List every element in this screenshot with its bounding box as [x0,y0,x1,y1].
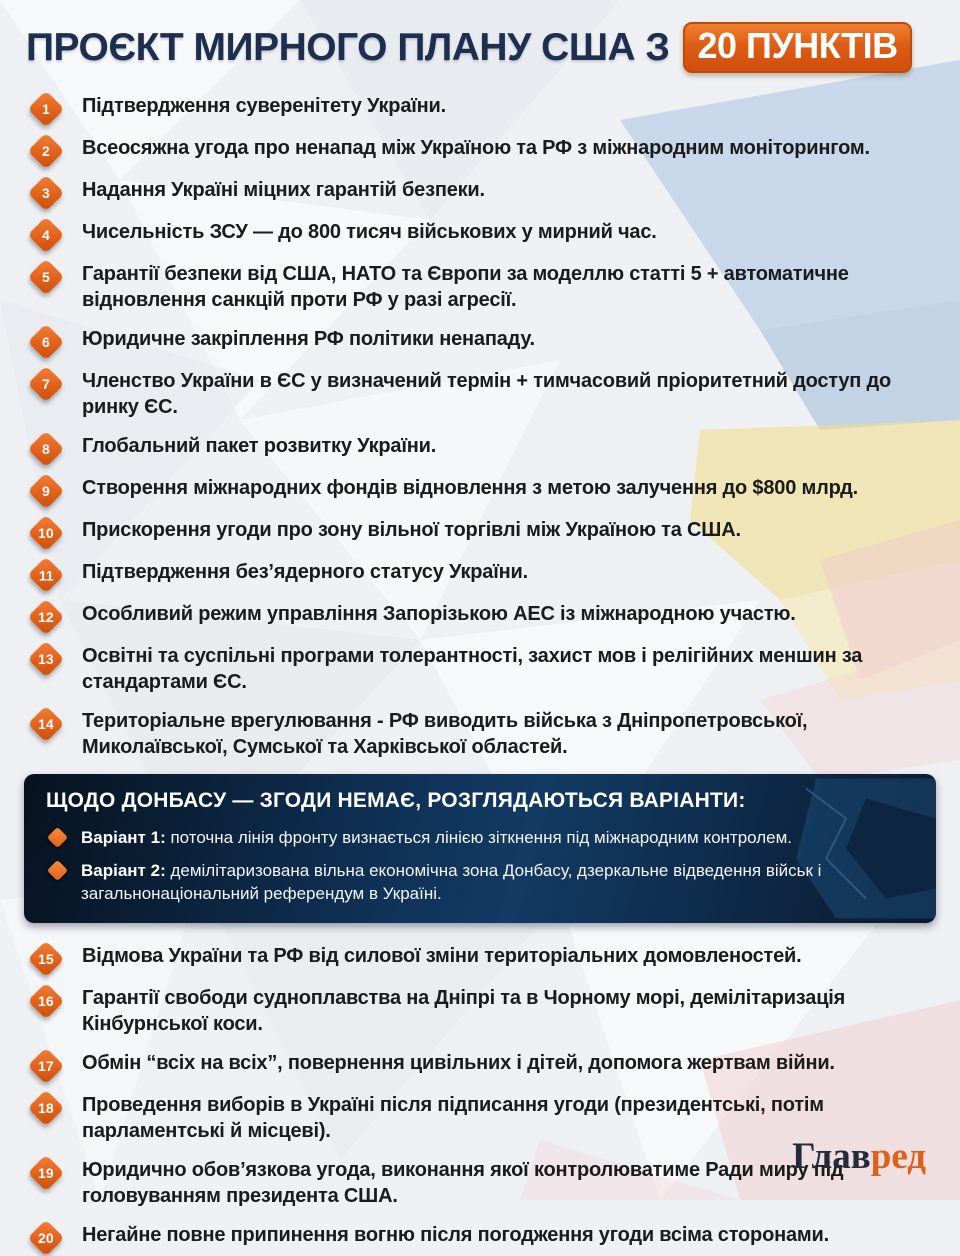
glavred-logo [792,1135,926,1178]
plan-point [28,433,936,462]
page-title: ПРОЄКТ МИРНОГО ПЛАНУ США З [26,25,670,69]
point-number-badge [28,133,65,170]
point-number: 13 [38,650,54,667]
variant-diamond-icon [47,827,68,848]
point-number: 16 [38,992,54,1009]
point-text: Юридично обов’язкова угода, виконання якої контролюватиме Ради миру під головуванням президента США. [82,1159,844,1207]
point-number: 6 [42,333,50,350]
point-text: Створення міжнародних фондів відновлення з метою залучення до $800 млрд. [82,477,858,499]
donbas-options-box [24,774,936,923]
plan-point [28,517,936,546]
points-count-badge: 20 ПУНКТІВ [683,22,911,73]
point-number-badge [28,1220,65,1256]
point-number: 9 [42,482,50,499]
point-text: Відмова України та РФ від силової зміни територіальних домовленостей. [82,945,802,967]
point-number: 10 [38,524,54,541]
point-number: 15 [38,950,54,967]
variant-diamond-icon [47,860,68,881]
point-number: 2 [42,142,50,159]
point-text: Всеосяжна угода про ненапад між Україною та РФ з міжнародним моніторингом. [82,137,870,159]
point-number-badge [28,431,65,468]
plan-point [28,708,936,760]
plan-point [28,643,936,695]
point-number-badge [28,217,65,254]
point-number-badge [28,1155,65,1192]
variant-text [81,859,914,905]
plan-point [28,1050,936,1079]
point-number: 11 [38,567,54,583]
point-number: 19 [38,1164,54,1181]
variant-label: Варіант 2: [81,861,166,880]
point-number: 7 [42,375,50,392]
point-number-badge [28,706,65,743]
point-number-badge [28,515,65,552]
point-number: 17 [38,1057,54,1074]
point-text: Гарантії свободи судноплавства на Дніпрі та в Чорному морі, демілітаризація Кінбурнської коси. [82,987,846,1035]
point-text: Глобальний пакет розвитку України. [82,435,437,457]
plan-point [28,135,936,164]
plan-point [28,93,936,122]
points-list-bottom [24,943,936,1251]
donbas-box-title: ЩОДО ДОНБАСУ — ЗГОДИ НЕМАЄ, РОЗГЛЯДАЮТЬСЯ ВАРІАНТИ: [46,789,746,812]
point-number-badge [28,983,65,1020]
point-text: Надання Україні міцних гарантій безпеки. [82,179,485,201]
point-number: 5 [42,268,50,285]
variant-text [81,826,792,849]
point-number-badge [28,1048,65,1085]
point-number: 1 [42,100,50,117]
point-number-badge [28,941,65,978]
point-number-badge [28,91,65,128]
header [26,22,936,73]
plan-point [28,943,936,972]
point-text: Юридичне закріплення РФ політики ненападу. [82,328,535,350]
logo-part-orange: ред [870,1136,926,1177]
variant-label: Варіант 1: [81,828,166,847]
point-number-badge [28,259,65,296]
point-text: Територіальне врегулювання - РФ виводить війська з Дніпропетровської, Миколаївської, Сумської та Харківської областей. [82,710,808,758]
point-text: Підтвердження без’ядерного статусу України. [82,561,528,583]
plan-point [28,559,936,588]
point-text: Підтвердження суверенітету України. [82,95,447,117]
plan-point [28,326,936,355]
point-number: 18 [38,1099,54,1116]
point-number-badge [28,175,65,212]
point-number-badge [28,641,65,678]
point-number-badge [28,557,65,594]
point-text: Проведення виборів в Україні після підписання угоди (президентські, потім парламентські й місцеві). [82,1094,824,1142]
point-text: Чисельність ЗСУ — до 800 тисяч військових у мирний час. [82,221,657,243]
points-list-top [24,93,936,760]
point-text: Прискорення угоди про зону вільної торгівлі між Україною та США. [82,519,741,541]
point-number: 14 [38,715,54,732]
logo-part-dark: Глав [792,1136,871,1177]
point-number-badge [28,366,65,403]
point-text: Гарантії безпеки від США, НАТО та Європи за моделлю статті 5 + автоматичне відновлення санкцій проти РФ у разі агресії. [82,263,849,311]
plan-point [28,601,936,630]
plan-point [28,475,936,504]
plan-point [28,985,936,1037]
donbas-variant [46,859,914,905]
variant-body: демілітаризована вільна економічна зона Донбасу, дзеркальне відведення військ і загальнонаціональний референдум в Україні. [81,861,822,903]
point-number-badge [28,599,65,636]
donbas-variant [46,826,914,849]
plan-point [28,177,936,206]
point-text: Негайне повне припинення вогню після погодження угоди всіма сторонами. [82,1224,829,1246]
plan-point [28,261,936,313]
variant-body: поточна лінія фронту визнається лінією зіткнення під міжнародним контролем. [170,828,793,847]
point-number-badge [28,473,65,510]
plan-point [28,368,936,420]
point-text: Особливий режим управління Запорізькою АЕС із міжнародною участю. [82,603,796,625]
point-text: Членство України в ЄС у визначений термін + тимчасовий пріоритетний доступ до ринку ЄС. [82,370,892,418]
point-text: Освітні та суспільні програми толерантності, захист мов і релігійних меншин за стандартами ЄС. [82,645,863,693]
point-number-badge [28,324,65,361]
plan-point [28,219,936,248]
point-number: 3 [42,184,50,201]
point-number: 8 [42,440,50,457]
point-number: 20 [38,1229,54,1246]
point-number-badge [28,1090,65,1127]
point-text: Обмін “всіх на всіх”, повернення цивільних і дітей, допомога жертвам війни. [82,1052,835,1074]
point-number: 12 [38,608,54,625]
variants-list [46,826,914,905]
point-number: 4 [42,226,50,243]
plan-point [28,1222,936,1251]
